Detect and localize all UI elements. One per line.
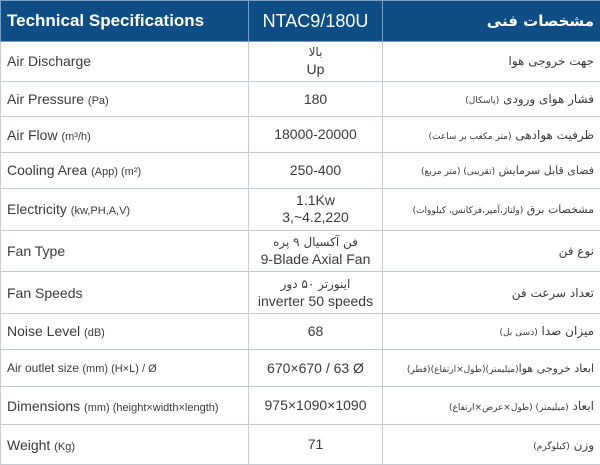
- fa-unit: (پاسکال): [465, 96, 500, 107]
- fa-label: فشار هوای ورودی: [503, 92, 594, 107]
- table-row: [1, 387, 600, 425]
- fa-label: ابعاد: [572, 398, 594, 413]
- english-title: Technical Specifications: [1, 1, 249, 42]
- fa-label: ابعاد خروجی هوا: [518, 361, 594, 375]
- value-line: 9-Blade Axial Fan: [260, 250, 371, 267]
- fa-label: جهت خروجی هوا: [508, 54, 594, 69]
- value-line: فن آکسیال ۹ پره: [273, 234, 358, 249]
- fa-label-cell: [383, 81, 600, 117]
- fa-label-cell: [383, 349, 600, 387]
- table-row: [1, 314, 600, 350]
- fa-label-cell: [383, 425, 600, 465]
- en-unit: (dB): [84, 327, 105, 340]
- fa-label: تعداد سرعت فن: [511, 285, 594, 300]
- fa-label: ظرفیت هوادهی: [515, 127, 594, 142]
- value-line: 250-400: [289, 161, 342, 178]
- en-label: Air Pressure: [7, 91, 85, 108]
- table-row: [1, 42, 600, 82]
- value-cell: [249, 272, 383, 314]
- en-label-cell: [1, 153, 249, 189]
- en-label: Fan Type: [7, 242, 66, 259]
- fa-unit: (تقریبی) (متر مربع): [421, 166, 496, 177]
- value-line: بالا: [308, 45, 323, 60]
- fa-label-cell: [383, 314, 600, 350]
- en-unit: (Pa): [87, 95, 109, 108]
- table-row: [1, 153, 600, 189]
- value-line: 670×670 / 63 Ø: [267, 359, 364, 376]
- en-label-cell: [1, 117, 249, 153]
- header-row: [1, 1, 600, 42]
- fa-unit: (کیلوگرم): [533, 441, 570, 452]
- en-label-cell: [1, 349, 249, 387]
- table-row: [1, 230, 600, 272]
- value-line: 18000-20000: [274, 126, 357, 143]
- fa-label-cell: [383, 42, 600, 82]
- fa-label-cell: [383, 188, 600, 230]
- en-label-cell: [1, 272, 249, 314]
- value-line: 3,~4.2,220: [282, 209, 349, 226]
- en-unit: (App) (m²): [91, 166, 142, 179]
- en-label-cell: [1, 387, 249, 425]
- value-cell: [249, 387, 383, 425]
- fa-label-cell: [383, 387, 600, 425]
- en-label: Air Flow: [7, 126, 58, 143]
- en-label: Noise Level: [7, 323, 81, 340]
- value-cell: [249, 349, 383, 387]
- table-row: [1, 349, 600, 387]
- fa-label-cell: [383, 230, 600, 272]
- fa-unit: (دسی بل): [499, 328, 538, 339]
- table-row: [1, 188, 600, 230]
- en-unit: (mm) (height×width×length): [84, 401, 219, 414]
- fa-label: نوع فن: [558, 243, 594, 258]
- table-row: [1, 117, 600, 153]
- value-cell: [249, 314, 383, 350]
- model-title: NTAC9/180U: [249, 1, 383, 42]
- value-cell: [249, 425, 383, 465]
- fa-label: فضای قابل سرمایش: [498, 163, 594, 177]
- fa-label-cell: [383, 153, 600, 189]
- fa-label: مشخصات برق: [526, 202, 594, 216]
- value-line: 68: [307, 322, 324, 339]
- value-cell: [249, 153, 383, 189]
- en-unit: (kw,PH,A,V): [70, 205, 131, 218]
- table-row: [1, 81, 600, 117]
- en-label: Fan Speeds: [7, 284, 83, 301]
- en-label-cell: [1, 42, 249, 82]
- en-label-cell: [1, 425, 249, 465]
- value-line: 180: [303, 90, 328, 107]
- en-label-cell: [1, 81, 249, 117]
- value-cell: [249, 81, 383, 117]
- value-cell: [249, 188, 383, 230]
- en-label: Air outlet size: [7, 361, 80, 376]
- fa-unit: (میلیمتر) (طول×عرض×ارتفاع): [449, 402, 569, 413]
- fa-unit: (متر مکعب بر ساعت): [428, 131, 512, 142]
- value-line: اینورتر ۵۰ دور: [280, 276, 351, 291]
- value-line: inverter 50 speeds: [257, 292, 374, 309]
- en-unit: (Kg): [54, 440, 75, 453]
- en-unit: (m³/h): [61, 130, 91, 143]
- value-line: 975×1090×1090: [264, 397, 367, 414]
- fa-unit: (ولتاژ،آمپر،فرکانس، کیلووات): [412, 205, 524, 216]
- en-label: Dimensions: [7, 397, 81, 414]
- fa-unit: (میلیمتر)(طول×ارتفاع)(قطر): [406, 364, 519, 375]
- en-label: Electricity: [7, 201, 67, 218]
- en-label-cell: [1, 314, 249, 350]
- en-label: Air Discharge: [7, 53, 92, 70]
- table-row: [1, 272, 600, 314]
- value-cell: [249, 230, 383, 272]
- fa-label-cell: [383, 272, 600, 314]
- fa-label: وزن: [573, 437, 594, 452]
- en-label: Cooling Area: [7, 162, 88, 179]
- en-label-cell: [1, 230, 249, 272]
- value-cell: [249, 117, 383, 153]
- en-label-cell: [1, 188, 249, 230]
- table-row: [1, 425, 600, 465]
- en-label: Weight: [7, 436, 51, 453]
- value-line: 71: [307, 436, 324, 453]
- value-cell: [249, 42, 383, 82]
- persian-title: مشخصات فنی: [383, 1, 600, 42]
- value-line: Up: [306, 61, 325, 78]
- en-unit: (mm) (H×L) / Ø: [82, 363, 157, 376]
- fa-label-cell: [383, 117, 600, 153]
- fa-label: میزان صدا: [541, 324, 594, 339]
- value-line: 1.1Kw: [296, 192, 335, 209]
